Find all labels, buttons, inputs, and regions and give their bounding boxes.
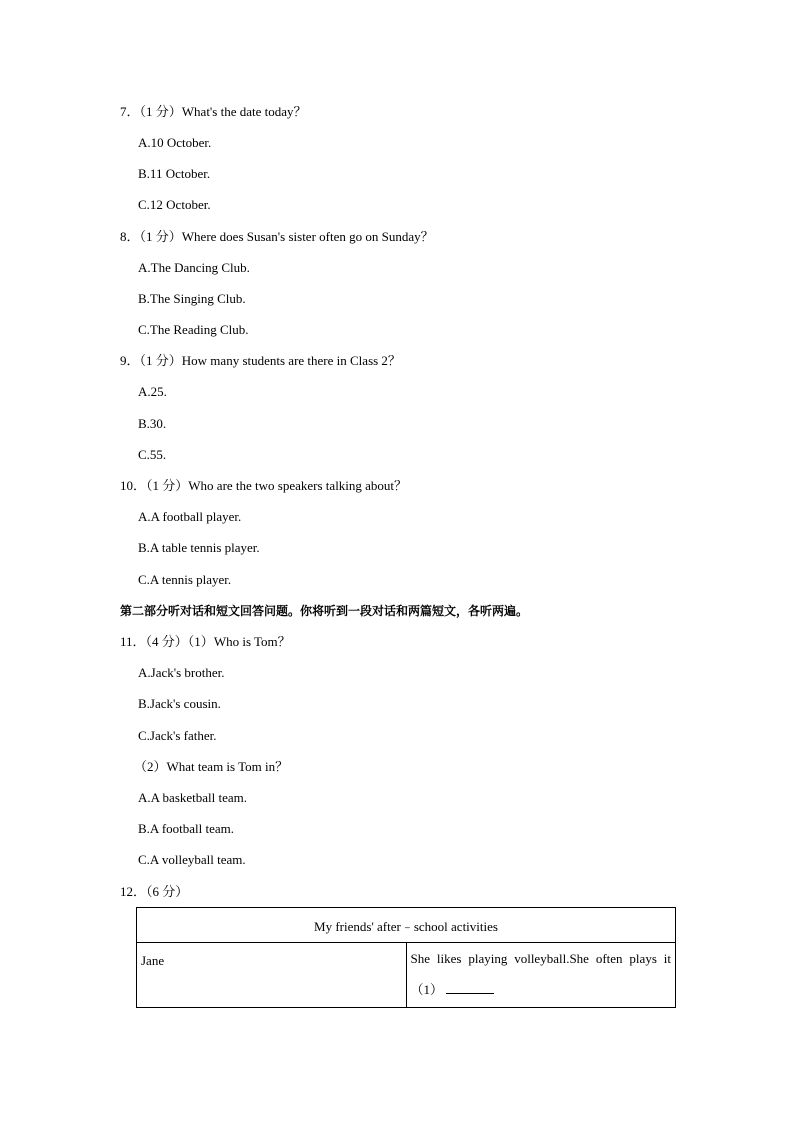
activities-table (136, 907, 676, 1008)
table-row (137, 943, 676, 1008)
option-7c[interactable]: C.12 October. (138, 197, 211, 212)
sub-question-label: （2） (134, 759, 167, 774)
table-cell-description (406, 943, 676, 1008)
question-number: 8． (120, 229, 140, 244)
question-text: Where does Susan's sister often go on Sunday？ (181, 229, 434, 244)
option-7a[interactable]: A.10 October. (138, 135, 212, 150)
question-number: 12． (120, 884, 147, 899)
question-10 (120, 478, 407, 494)
option-11-1c[interactable]: C.Jack's father. (138, 728, 217, 743)
option-9b[interactable]: B.30. (138, 416, 167, 431)
question-number: 10． (120, 478, 147, 493)
section-title: 第二部分听对话和短文回答问题。你将听到一段对话和两篇短文，各听两遍。 (120, 604, 529, 618)
question-score: （1 分） (146, 478, 189, 493)
question-number: 11． (120, 634, 146, 649)
question-text: What team is Tom in？ (166, 759, 289, 774)
question-score: （4 分） (145, 634, 188, 649)
question-score: （1 分） (139, 229, 182, 244)
option-7b[interactable]: B.11 October. (138, 166, 211, 181)
blank-label: （1） (410, 982, 444, 997)
option-11-1b[interactable]: B.Jack's cousin. (138, 696, 221, 711)
option-11-2a[interactable]: A.A basketball team. (138, 790, 248, 805)
sub-question-11-2 (134, 759, 288, 775)
option-8b[interactable]: B.The Singing Club. (138, 291, 246, 306)
table-cell-name: Jane (137, 943, 407, 1008)
question-score: （1 分） (139, 104, 182, 119)
option-9c[interactable]: C.55. (138, 447, 167, 462)
sub-question-label: （1） (187, 634, 214, 649)
question-text: Who is Tom？ (213, 634, 291, 649)
option-8a[interactable]: A.The Dancing Club. (138, 260, 250, 275)
blank-line (411, 974, 672, 1005)
question-text: What's the date today？ (181, 104, 307, 119)
option-11-1a[interactable]: A.Jack's brother. (138, 665, 225, 680)
question-number: 7． (120, 104, 140, 119)
table-header: My friends' after﹣school activities (137, 908, 676, 943)
question-score: （1 分） (139, 353, 182, 368)
question-11 (120, 634, 291, 650)
option-10c[interactable]: C.A tennis player. (138, 572, 232, 587)
question-number: 9． (120, 353, 140, 368)
question-text: Who are the two speakers talking about？ (188, 478, 408, 493)
option-10b[interactable]: B.A table tennis player. (138, 540, 260, 555)
option-9a[interactable]: A.25. (138, 384, 167, 399)
option-11-2b[interactable]: B.A football team. (138, 821, 235, 836)
question-7 (120, 104, 307, 120)
question-8 (120, 229, 434, 245)
option-10a[interactable]: A.A football player. (138, 509, 242, 524)
option-8c[interactable]: C.The Reading Club. (138, 322, 249, 337)
question-text: How many students are there in Class 2？ (181, 353, 401, 368)
description-text: She likes playing volleyball.She often plays it (410, 951, 671, 966)
question-12 (120, 884, 188, 900)
answer-blank[interactable] (446, 981, 494, 994)
question-score: （6 分） (146, 884, 189, 899)
question-9 (120, 353, 401, 369)
option-11-2c[interactable]: C.A volleyball team. (138, 852, 246, 867)
